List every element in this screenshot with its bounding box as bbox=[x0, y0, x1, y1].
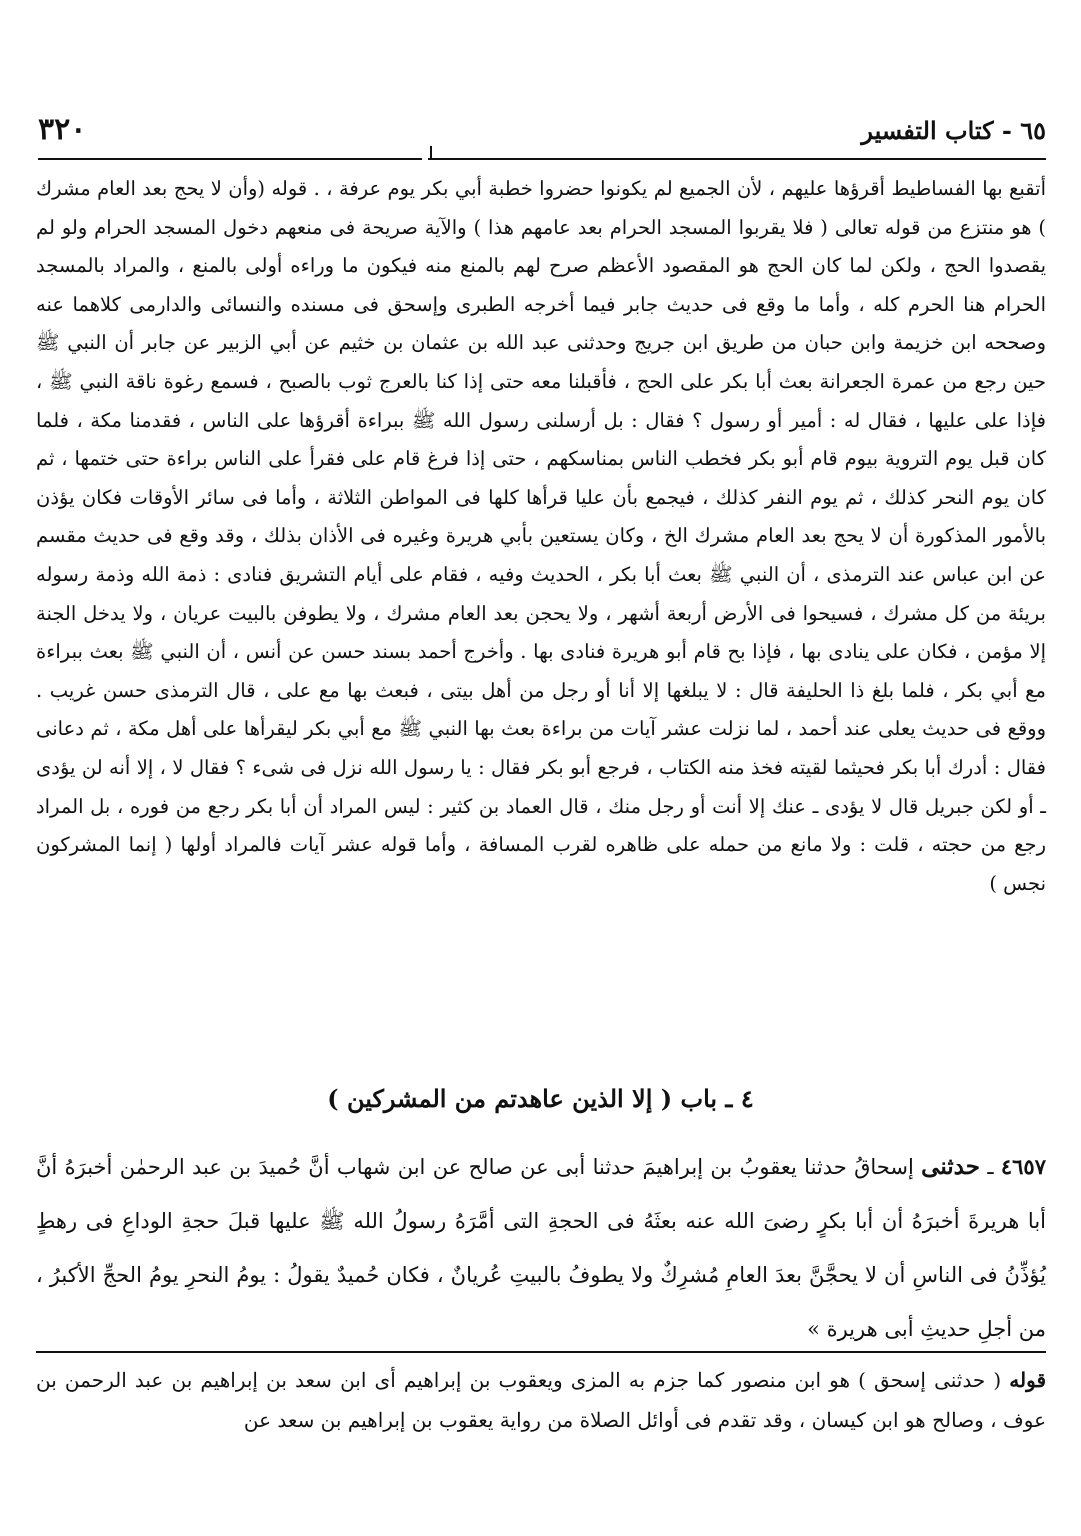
hadith-text: إسحاقُ حدثنا يعقوبُ بن إبراهيمَ حدثنا أبى عن صالح عن ابن شهاب أنَّ حُميدَ بن عبد الرحمٰن أخبرَهُ أنَّ أبا هريرةَ أخبرَهُ أن أبا بكرٍ رضىَ الله عنه بعثَهُ فى الحجةِ التى أمَّرَهُ رسولُ الله ﷺ عليها قبلَ حجةِ الوداعِ فى رهطٍ يُؤذِّنُ فى الناسِ أن لا يحجَّنَّ بعدَ العامِ مُشرِكٌ ولا يطوفُ بالبيتِ عُريانٌ ، فكان حُميدٌ يقولُ : يومُ النحرِ يومُ الحجِّ الأكبرُ ، من أجلِ حديثِ أبى هريرة » bbox=[36, 1155, 1046, 1341]
chapter-heading: ٤ ـ باب ( إلا الذين عاهدتم من المشركين ) bbox=[327, 1084, 754, 1113]
running-title: ٦٥ - كتاب التفسير bbox=[861, 116, 1046, 145]
commentary-block bbox=[36, 170, 1046, 903]
hadith-paragraph: ٤٦٥٧ ـ حدثنى إسحاقُ حدثنا يعقوبُ بن إبراهيمَ حدثنا أبى عن صالح عن ابن شهاب أنَّ حُميدَ بن عبد الرحمٰن أخبرَهُ أنَّ أبا هريرةَ أخبرَهُ أن أبا بكرٍ رضىَ الله عنه بعثَهُ فى الحجةِ التى أمَّرَهُ رسولُ الله ﷺ عليها قبلَ حجةِ الوداعِ فى رهطٍ يُؤذِّنُ فى الناسِ أن لا يحجَّنَّ بعدَ العامِ مُشرِكٌ ولا يطوفُ بالبيتِ عُريانٌ ، فكان حُميدٌ يقولُ : يومُ النحرِ يومُ الحجِّ الأكبرُ ، من أجلِ حديثِ أبى هريرة » bbox=[36, 1153, 1046, 1341]
page-number: ٣٢٠ bbox=[38, 112, 87, 147]
sharh-text: ( حدثنى إسحق ) هو ابن منصور كما جزم به المزى ويعقوب بن إبراهيم أى ابن سعد بن إبراهيم بن عبد الرحمن بن عوف ، وصالح هو ابن كيسان ، وقد تقدم فى أوائل الصلاة من رواية يعقوب بن إبراهيم بن سعد عن bbox=[36, 1368, 1046, 1432]
sharh-lead: قوله bbox=[1009, 1368, 1047, 1392]
hadith-number: ٤٦٥٧ bbox=[1000, 1154, 1046, 1179]
sharh-block bbox=[36, 1360, 1046, 1440]
hadith-opener: حدثنى bbox=[921, 1153, 980, 1180]
header-rule-left bbox=[38, 158, 422, 160]
sharh-paragraph bbox=[36, 1360, 1046, 1440]
page-header bbox=[38, 112, 1046, 156]
header-rule-right bbox=[428, 158, 1046, 160]
section-separator bbox=[36, 1351, 1046, 1353]
hadith-block bbox=[36, 1140, 1046, 1356]
commentary-text: أتقبع بها الفساطيط أقرؤها عليهم ، لأن الجميع لم يكونوا حضروا خطبة أبي بكر يوم عرفة ، . قوله (وأن لا يحج بعد العام مشرك ) هو منتزع من قوله تعالى ( فلا يقربوا المسجد الحرام بعد عامهم هذا ) والآية صريحة فى منعهم دخول المسجد الحرام ولو لم يقصدوا الحج ، ولكن لما كان الحج هو المقصود الأعظم صرح لهم بالمنع منه فيكون ما وراءه أولى بالمنع ، والمراد بالمسجد الحرام هنا الحرم كله ، وأما ما وقع فى حديث جابر فيما أخرجه الطبرى وإسحق فى مسنده والنسائى والدارمى كلاهما عنه وصححه ابن خزيمة وابن حبان من طريق ابن جريج وحدثنى عبد الله بن عثمان بن خثيم عن أبي الزبير عن جابر أن النبي ﷺ حين رجع من عمرة الجعرانة بعث أبا بكر على الحج ، فأقبلنا معه حتى إذا كنا بالعرج ثوب بالصبح ، فسمع رغوة ناقة النبي ﷺ ، فإذا على عليها ، فقال له : أمير أو رسول ؟ فقال : بل أرسلنى رسول الله ﷺ ببراءة أقرؤها على الناس ، فقدمنا مكة ، فلما كان قبل يوم التروية بيوم قام أبو بكر فخطب الناس بمناسكهم ، حتى إذا فرغ قام على فقرأ على الناس براءة حتى ختمها ، ثم كان يوم النحر كذلك ، ثم يوم النفر كذلك ، فيجمع بأن عليا قرأها كلها فى المواطن الثلاثة ، وأما فى سائر الأوقات فكان يؤذن بالأمور المذكورة أن لا يحج بعد العام مشرك الخ ، وكان يستعين بأبي هريرة وغيره فى الأذان بذلك ، وقد وقع فى حديث مقسم عن ابن عباس عند الترمذى ، أن النبي ﷺ بعث أبا بكر ، الحديث وفيه ، فقام على أيام التشريق فنادى : ذمة الله وذمة رسوله بريئة من كل مشرك ، فسيحوا فى الأرض أربعة أشهر ، ولا يحجن بعد العام مشرك ، ولا يطوفن بالبيت عريان ، ولا يدخل الجنة إلا مؤمن ، فكان على ينادى بها ، فإذا بح قام أبو هريرة فنادى بها . وأخرج أحمد بسند حسن عن أنس ، أن النبي ﷺ بعث ببراءة مع أبي بكر ، فلما بلغ ذا الحليفة قال : لا يبلغها إلا أنا أو رجل من أهل بيتى ، فبعث بها مع على ، قال الترمذى حسن غريب . ووقع فى حديث يعلى عند أحمد ، لما نزلت عشر آيات من براءة بعث بها النبي ﷺ مع أبي بكر ليقرأها على أهل مكة ، ثم دعانى فقال : أدرك أبا بكر فحيثما لقيته فخذ منه الكتاب ، فرجع أبو بكر فقال : يا رسول الله نزل فى شىء ؟ فقال لا ، إلا أنه لن يؤدى ـ أو لكن جبريل قال لا يؤدى ـ عنك إلا أنت أو رجل منك ، قال العماد بن كثير : ليس المراد أن أبا بكر رجع من فوره ، بل المراد رجع من حجته ، قلت : ولا مانع من حمله على ظاهره لقرب المسافة ، وأما قوله عشر آيات فالمراد أولها ( إنما المشركون نجس ) bbox=[36, 177, 1046, 895]
